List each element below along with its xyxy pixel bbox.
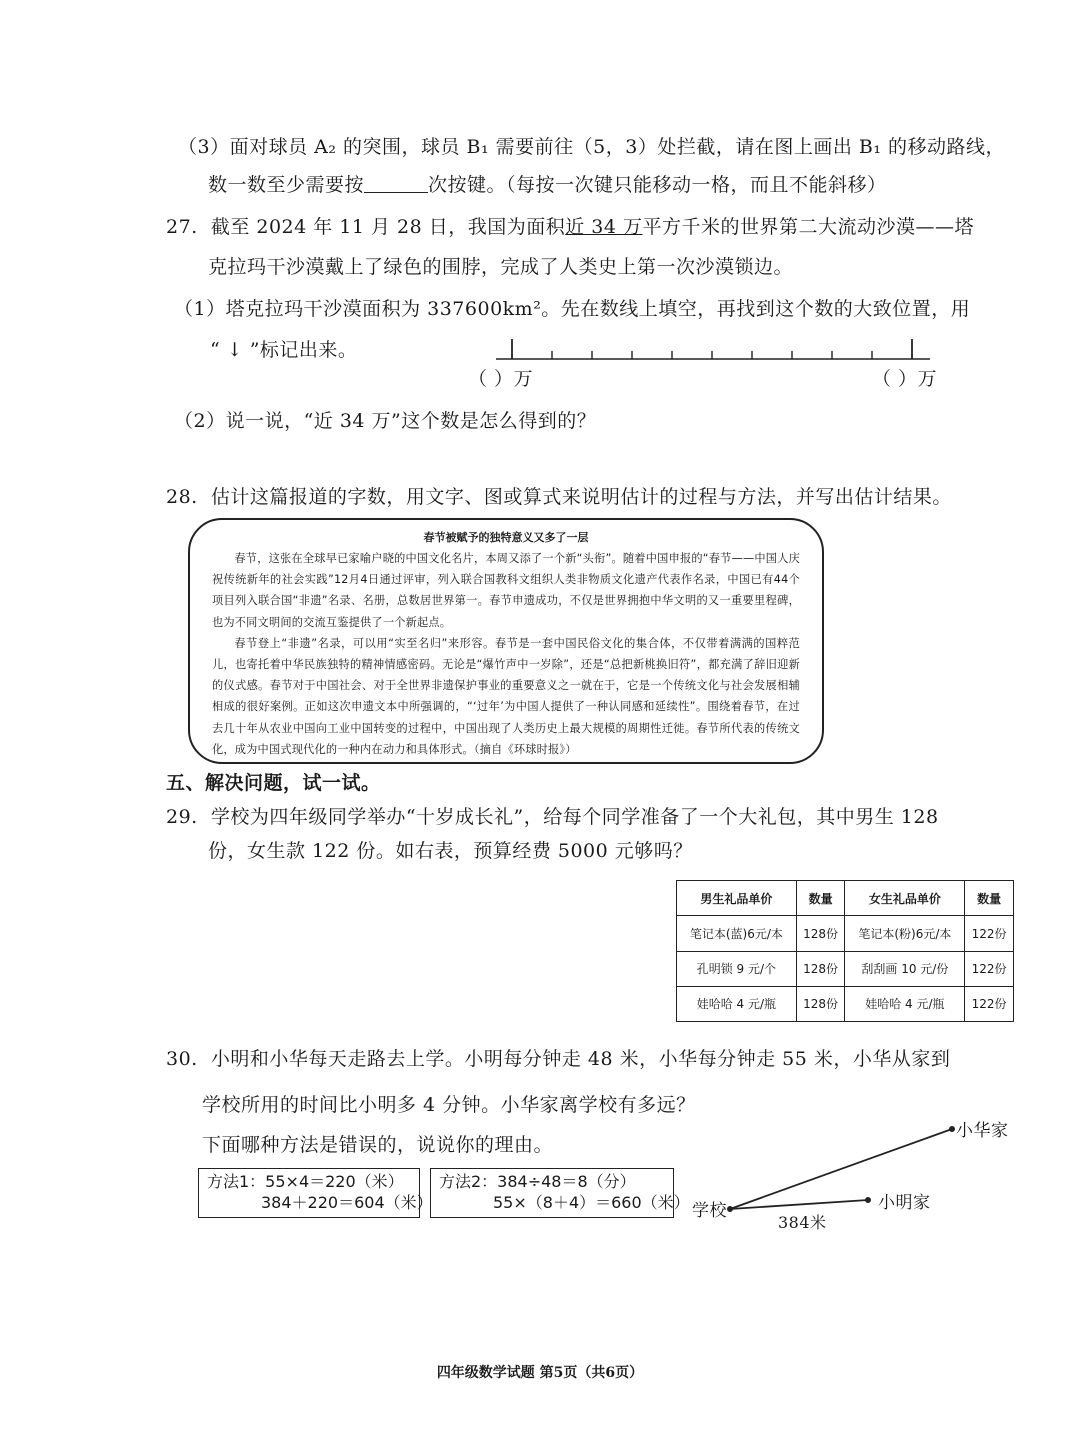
q27-text-a: 截至 2024 年 11 月 28 日，我国为面积 xyxy=(210,216,566,238)
number-line-left-blank[interactable]: （ ）万 xyxy=(468,368,534,390)
label-school: 学校 xyxy=(692,1201,727,1221)
method-1-box xyxy=(198,1168,433,1218)
q27-line2: 克拉玛干沙漠戴上了绿色的围脖，完成了人类史上第一次沙漠锁边。 xyxy=(208,256,794,278)
xiaohua-home-point xyxy=(949,1126,955,1132)
table-cell: 122份 xyxy=(965,916,1014,951)
table-cell: 122份 xyxy=(965,986,1014,1021)
table-cell: 128份 xyxy=(796,986,845,1021)
gift-price-table xyxy=(676,880,1014,1022)
table-cell: 刮刮画 10 元/份 xyxy=(845,951,965,986)
q29-line2: 份，女生款 122 份。如右表，预算经费 5000 元够吗？ xyxy=(208,840,693,862)
table-row xyxy=(677,951,1014,986)
article-paragraph-2: 春节登上“非遗”名录，可以用“实至名归”来形容。春节是一套中国民俗文化的集合体，不仅带着满满的国粹范儿，也寄托着中华民族独特的精神情感密码。无论是“爆竹声中一岁除”，还是“总把新桃换旧符”，都充满了辞旧迎新的仪式感。春节对于中国社会、对于全世界非遗保护事业的重要意义之一就在于，它是一个传统文化与社会发展相辅相成的很好案例。正如这次申遗文本中所强调的，“‘过年’为中国人提供了一种认同感和延续性”。围绕着春节，在过去几十年从农业中国向工业中国转变的过程中，中国出现了人类历史上最大规模的周期性迁徙。春节所代表的传统文化，成为中国式现代化的一种内在动力和具体形式。（摘自《环球时报》） xyxy=(212,636,800,756)
q27-sub1-line1: （1）塔克拉玛干沙漠面积为 337600km²。先在数线上填空，再找到这个数的大致位置，用 xyxy=(174,298,971,320)
method-2-line2: 55×（8＋4）＝660（米） xyxy=(493,1193,690,1212)
method-2-box xyxy=(430,1168,690,1218)
table-cell: 122份 xyxy=(965,951,1014,986)
question-number: 30. xyxy=(166,1048,198,1070)
q28-text: 估计这篇报道的字数，用文字、图或算式来说明估计的过程与方法，并写出估计结果。 xyxy=(210,486,952,508)
q26-3-text: （3）面对球员 A₂ 的突围，球员 B₁ 需要前往（5，3）处拦截，请在图上画出 B₁ 的移动路线， xyxy=(178,136,1006,158)
q26-3-line1 xyxy=(178,134,1005,160)
answer-blank[interactable] xyxy=(364,174,428,193)
method-2-line1: 方法2：384÷48＝8（分） xyxy=(439,1172,636,1191)
table-cell: 笔记本(粉)6元/本 xyxy=(845,916,965,951)
q30-text: 小明和小华每天走路去上学。小明每分钟走 48 米，小华每分钟走 55 米，小华从家到 xyxy=(210,1048,951,1070)
number-line-right-blank[interactable]: （ ）万 xyxy=(872,368,938,390)
label-xiaoming-home: 小明家 xyxy=(878,1193,931,1213)
page-footer: 四年级数学试题 第5页（共6页） xyxy=(436,1365,644,1381)
q28-line xyxy=(166,484,952,510)
q27-line1 xyxy=(166,214,974,240)
number-line xyxy=(490,335,940,367)
table-row xyxy=(677,986,1014,1021)
section-title: 五、解决问题，试一试。 xyxy=(166,772,381,794)
table-cell: 孔明锁 9 元/个 xyxy=(677,951,797,986)
method-1-line2: 384＋220＝604（米） xyxy=(261,1193,433,1212)
article-paragraph-1: 春节，这张在全球早已家喻户晓的中国文化名片，本周又添了一个新“头衔”。随着中国申报的“春节——中国人庆祝传统新年的社会实践”12月4日通过评审，列入联合国教科文组织人类非物质文化遗产代表作名录，中国已有44个项目列入联合国“非遗”名录、名册，总数居世界第一。春节申遗成功，不仅是世界拥抱中华文明的又一重要里程碑，也为不同文明间的交流互鉴提供了一个新起点。 xyxy=(212,552,800,629)
table-header: 男生礼品单价 xyxy=(677,881,797,916)
table-header: 数量 xyxy=(965,881,1014,916)
question-number: 28. xyxy=(166,486,198,508)
q29-text: 学校为四年级同学举办“十岁成长礼”，给每个同学准备了一个大礼包，其中男生 128 xyxy=(210,806,939,828)
news-article-box xyxy=(188,518,824,764)
q26-3-line2 xyxy=(208,172,887,198)
q30-line1 xyxy=(166,1046,950,1072)
xiaoming-home-point xyxy=(865,1197,871,1203)
q26-3-text-b: 次按键。（每按一次键只能移动一格，而且不能斜移） xyxy=(428,174,887,196)
table-header: 女生礼品单价 xyxy=(845,881,965,916)
q27-sub2: （2）说一说，“近 34 万”这个数是怎么得到的？ xyxy=(174,410,597,432)
method-1-line1: 方法1：55×4＝220（米） xyxy=(207,1172,404,1191)
q26-3-text-a: 数一数至少需要按 xyxy=(208,174,365,196)
table-cell: 128份 xyxy=(796,951,845,986)
label-xiaohua-home: 小华家 xyxy=(956,1121,1009,1141)
question-number: 29. xyxy=(166,806,198,828)
q27-text-b: 平方千米的世界第二大流动沙漠——塔 xyxy=(642,216,975,238)
table-header: 数量 xyxy=(796,881,845,916)
article-title: 春节被赋予的独特意义又多了一层 xyxy=(423,531,589,544)
table-header-row xyxy=(677,881,1014,916)
q30-line2: 学校所用的时间比小明多 4 分钟。小华家离学校有多远？ xyxy=(202,1094,696,1116)
label-distance: 384米 xyxy=(778,1213,827,1232)
q29-line1 xyxy=(166,804,939,830)
q27-highlight: 近 34 万 xyxy=(565,216,643,238)
table-cell: 128份 xyxy=(796,916,845,951)
school-point xyxy=(727,1206,733,1212)
table-cell: 笔记本(蓝)6元/本 xyxy=(677,916,797,951)
q27-sub1-line2: “ ↓ ”标记出来。 xyxy=(210,339,358,361)
table-cell: 娃哈哈 4 元/瓶 xyxy=(677,986,797,1021)
table-row xyxy=(677,916,1014,951)
question-number: 27. xyxy=(166,216,198,238)
number-line-minor-ticks xyxy=(552,351,872,359)
table-cell: 娃哈哈 4 元/瓶 xyxy=(845,986,965,1021)
q30-line3: 下面哪种方法是错误的，说说你的理由。 xyxy=(202,1134,554,1156)
